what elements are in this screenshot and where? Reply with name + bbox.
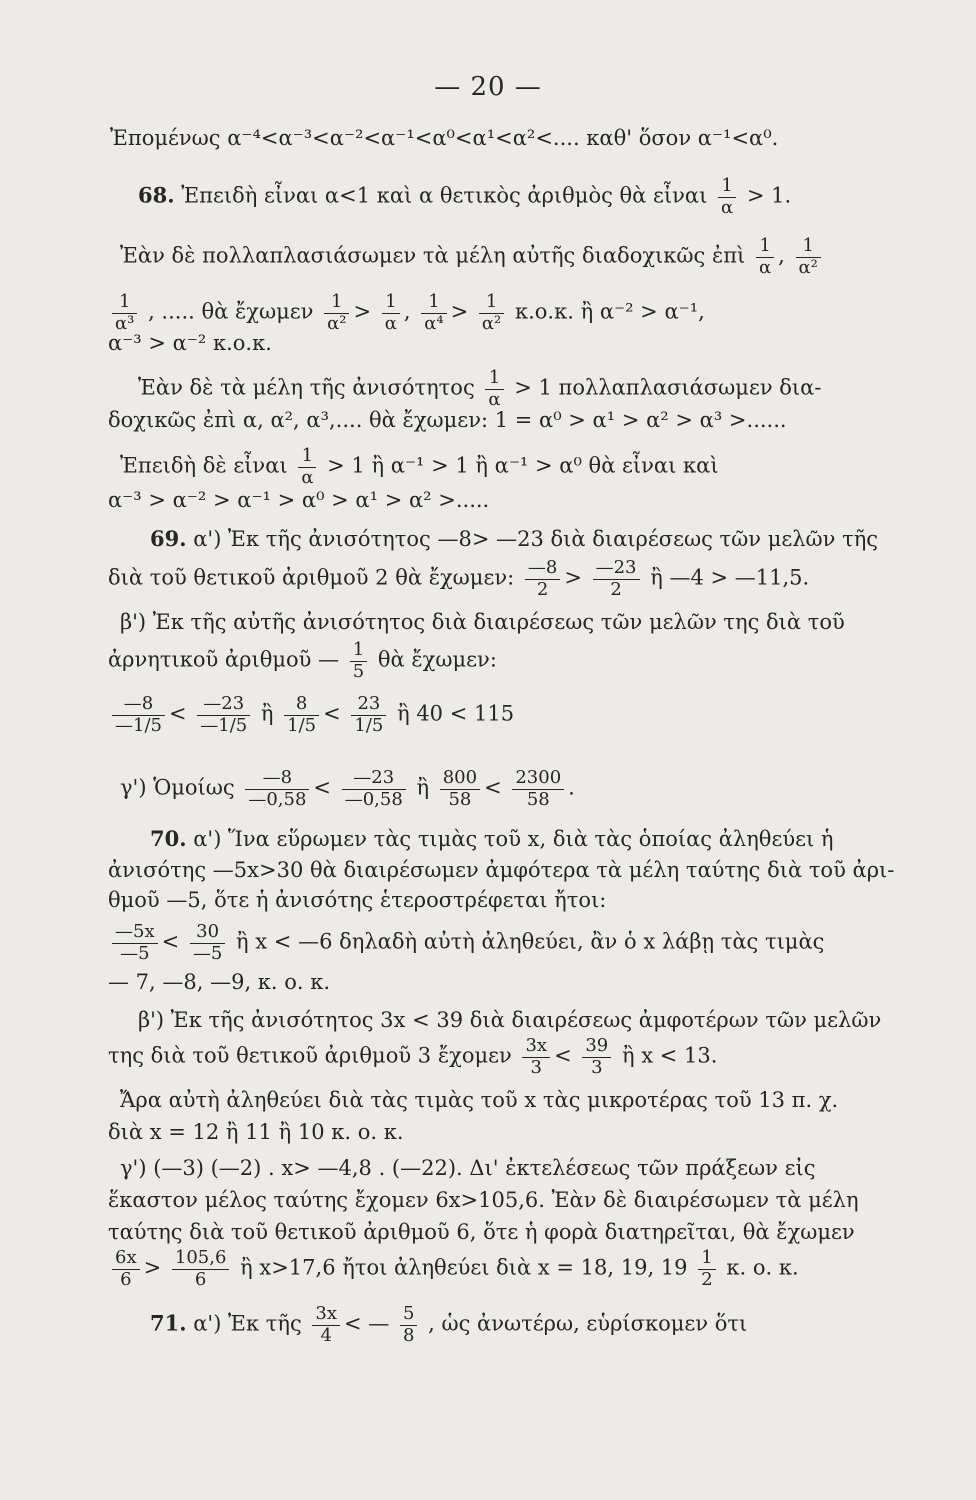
text: Ἐπειδὴ εἶναι α<1 καὶ α θετικὸς ἀριθμὸς θὰ εἶναι	[181, 183, 708, 208]
section-number: 68.	[138, 182, 175, 208]
text-line: διὰ x = 12 ἢ 11 ἢ 10 κ. ο. κ.	[108, 1120, 404, 1144]
fraction: $\frac{—8}{—1/5}$	[112, 694, 165, 736]
text-line: β') Ἐκ τῆς ἀνισότητος 3x < 39 διὰ διαιρέσεως ἀμφοτέρων τῶν μελῶν	[138, 1008, 882, 1032]
text-line: α⁻³ > α⁻² > α⁻¹ > α⁰ > α¹ > α² >.....	[108, 488, 490, 512]
fraction: $\frac{6x}{6}$	[112, 1248, 140, 1290]
text-line: $\frac{—5x}{—5}$ < $\frac{30}{—5}$ ἢ x < —6 δηλαδὴ αὐτὴ ἀληθεύει, ἂν ὁ x λάβῃ τὰς τιμὰς	[108, 922, 868, 964]
fraction: $\frac{—23}{—0,58}$	[342, 768, 406, 810]
section-number: 69.	[150, 526, 187, 551]
text: κ.ο.κ. ἢ α⁻² > α⁻¹,	[514, 299, 705, 324]
fraction: $\frac{5}{8}$	[400, 1304, 417, 1346]
text: Ἐὰν δὲ τὰ μέλη τῆς ἀνισότητος	[138, 375, 475, 400]
fraction: $\frac{2300}{58}$	[512, 768, 564, 810]
fraction: $\frac{—8}{2}$	[525, 558, 560, 600]
text: α') Ἵνα εὕρωμεν τὰς τιμὰς τοῦ x, διὰ τὰς ὁποίας ἀληθεύει ἡ	[193, 827, 834, 851]
text: διὰ τοῦ θετικοῦ ἀριθμοῦ 2 θὰ ἔχωμεν:	[108, 565, 515, 590]
text-line: γ') (—3) (—2) . x> —4,8 . (—22). Δι' ἐκτελέσεως τῶν πράξεων εἰς	[120, 1156, 816, 1180]
text-line: της διὰ τοῦ θετικοῦ ἀριθμοῦ 3 ἔχομεν $\frac{3x}{3}$ < $\frac{39}{3}$ ἢ x < 13.	[108, 1035, 718, 1078]
fraction: $\frac{800}{58}$	[440, 768, 480, 810]
text-line: $\frac{6x}{6}$ > $\frac{105,6}{6}$ ἢ x>17,6 ἤτοι ἀληθεύει διὰ x = 18, 19, 19 $\frac{1}{2}$ κ. ο. κ.	[108, 1248, 868, 1290]
fraction: $\frac{1}{\alpha}$	[382, 292, 400, 334]
text-line: α⁻³ > α⁻² κ.ο.κ.	[108, 331, 272, 355]
text-line: — 7, —8, —9, κ. ο. κ.	[108, 970, 331, 994]
fraction: $\frac{8}{1/5}$	[284, 694, 319, 736]
text: , ὡς ἀνωτέρω, εὑρίσκομεν ὅτι	[428, 1311, 748, 1336]
fraction: $\frac{1}{\text{α²}}$	[796, 236, 821, 278]
fraction: $\frac{—23}{2}$	[593, 558, 640, 600]
text-line	[120, 446, 880, 488]
text: ἢ x>17,6 ἤτοι ἀληθεύει διὰ x = 18, 19, 19	[240, 1255, 688, 1280]
text: α') Ἐκ τῆς ἀνισότητος —8> —23 διὰ διαιρέσεως τῶν μελῶν τῆς	[193, 527, 879, 551]
text-line: $\frac{—8}{—1/5}$ < $\frac{—23}{—1/5}$ ἢ $\frac{8}{1/5}$ < $\frac{23}{1/5}$ ἢ 40 < 115	[108, 694, 868, 736]
text: Ἐὰν δὲ πολλαπλασιάσωμεν τὰ μέλη αὐτῆς διαδοχικῶς ἐπὶ	[120, 243, 746, 268]
text: ἢ —4 > —11,5.	[650, 565, 810, 590]
text-line: ἀνισότης —5x>30 θὰ διαιρέσωμεν ἀμφότερα τὰ μέλη ταύτης διὰ τοῦ ἀρι-	[108, 858, 895, 882]
text: ἀρνητικοῦ ἀριθμοῦ —	[108, 647, 340, 672]
fraction: $\frac{—23}{—1/5}$	[197, 694, 250, 736]
text: ἢ 40 < 115	[397, 701, 515, 726]
text-line: διὰ τοῦ θετικοῦ ἀριθμοῦ 2 θὰ ἔχωμεν: $\frac{—8}{2}$ > $\frac{—23}{2}$ ἢ —4 > —11,5.	[108, 557, 810, 600]
text: Ἐπειδὴ δὲ εἶναι	[120, 453, 288, 478]
section-number: 70.	[150, 826, 187, 851]
fraction: $\frac{—8}{—0,58}$	[245, 768, 309, 810]
text-line: ἕκαστον μέλος ταύτης ἔχομεν 6x>105,6. Ἐὰν δὲ διαιρέσωμεν τὰ μέλη	[108, 1188, 859, 1212]
section-69	[150, 528, 910, 550]
text: > 1 ἢ α⁻¹ > 1 ἢ α⁻¹ > α⁰ θὰ εἶναι καὶ	[327, 453, 719, 478]
text-line: β') Ἐκ τῆς αὐτῆς ἀνισότητος διὰ διαιρέσεως τῶν μελῶν της διὰ τοῦ	[120, 610, 845, 634]
text: ἢ x < 13.	[621, 1043, 718, 1068]
text-line: γ') Ὁμοίως $\frac{—8}{—0,58}$ < $\frac{—23}{—0,58}$ ἢ $\frac{800}{58}$ < $\frac{2300}{58}$ .	[120, 767, 575, 810]
fraction: $\frac{1}{\alpha}$	[718, 176, 736, 218]
fraction: $\frac{1}{\text{α²}}$	[324, 292, 349, 334]
text-line	[138, 368, 898, 410]
section-70	[150, 828, 910, 850]
fraction: $\frac{30}{—5}$	[190, 922, 225, 964]
text: ἢ x < —6 δηλαδὴ αὐτὴ ἀληθεύει, ἂν ὁ x λάβῃ τὰς τιμὰς	[236, 929, 825, 954]
text: > 1.	[746, 183, 792, 208]
text: γ') Ὁμοίως	[120, 775, 235, 800]
text: , ..... θὰ ἔχωμεν	[148, 299, 314, 324]
fraction: $\frac{—5x}{—5}$	[112, 922, 158, 964]
fraction: $\frac{39}{3}$	[582, 1036, 611, 1078]
fraction: $\frac{1}{\text{α⁴}}$	[421, 292, 446, 334]
text-line: δοχικῶς ἐπὶ α, α², α³,.... θὰ ἔχωμεν: 1 = α⁰ > α¹ > α² > α³ >......	[108, 408, 787, 432]
fraction: $\frac{23}{1/5}$	[351, 694, 386, 736]
text: > 1 πολλαπλασιάσωμεν δια-	[514, 375, 822, 400]
fraction: $\frac{105,6}{6}$	[172, 1248, 230, 1290]
fraction: $\frac{1}{\alpha}$	[485, 368, 503, 410]
fraction: $\frac{1}{5}$	[350, 640, 367, 682]
fraction: $\frac{1}{2}$	[698, 1248, 715, 1290]
text-line: θμοῦ —5, ὅτε ἡ ἀνισότης ἑτεροστρέφεται ἤτοι:	[108, 888, 607, 912]
section-68	[138, 176, 898, 218]
fraction: $\frac{1}{\alpha}$	[298, 446, 316, 488]
text: α') Ἐκ τῆς	[193, 1311, 302, 1336]
text: θὰ ἔχωμεν:	[377, 647, 497, 672]
text-line: Ἄρα αὐτὴ ἀληθεύει διὰ τὰς τιμὰς τοῦ x τὰς μικροτέρας τοῦ 13 π. χ.	[120, 1088, 839, 1112]
text: κ. ο. κ.	[726, 1255, 799, 1280]
fraction: $\frac{3x}{3}$	[522, 1036, 550, 1078]
text: της διὰ τοῦ θετικοῦ ἀριθμοῦ 3 ἔχομεν	[108, 1043, 512, 1068]
fraction: $\frac{1}{\alpha}$	[756, 236, 774, 278]
fraction: $\frac{3x}{4}$	[312, 1304, 340, 1346]
text-line: ταύτης διὰ τοῦ θετικοῦ ἀριθμοῦ 6, ὅτε ἡ φορὰ διατηρεῖται, θὰ ἔχωμεν	[108, 1220, 855, 1244]
text-line: $\frac{1}{\text{α³}}$ , ..... θὰ ἔχωμεν $\frac{1}{\text{α²}}$ > $\frac{1}{\alpha}$ , $\frac{1}{\text{α⁴}}$ > $\frac{1}{\text{α²}}$ κ.ο.κ. ἢ α⁻² > α⁻¹,	[108, 292, 868, 334]
text-line: Ἐὰν δὲ πολλαπλασιάσωμεν τὰ μέλη αὐτῆς διαδοχικῶς ἐπὶ $\frac{1}{\alpha}$ , $\frac{1}{\text{α²}}$	[120, 236, 880, 278]
text-line	[108, 640, 868, 682]
fraction: $\frac{1}{\text{α²}}$	[479, 292, 504, 334]
text-line: Ἐπομένως α⁻⁴<α⁻³<α⁻²<α⁻¹<α⁰<α¹<α²<.... καθ' ὅσον α⁻¹<α⁰.	[110, 126, 779, 150]
section-number: 71.	[150, 1310, 187, 1336]
fraction: $\frac{1}{\text{α³}}$	[112, 292, 137, 334]
section-71: 71. α') Ἐκ τῆς $\frac{3x}{4}$ < — $\frac{5}{8}$ , ὡς ἀνωτέρω, εὑρίσκομεν ὅτι	[150, 1303, 748, 1346]
page-number: — 20 —	[434, 72, 542, 102]
